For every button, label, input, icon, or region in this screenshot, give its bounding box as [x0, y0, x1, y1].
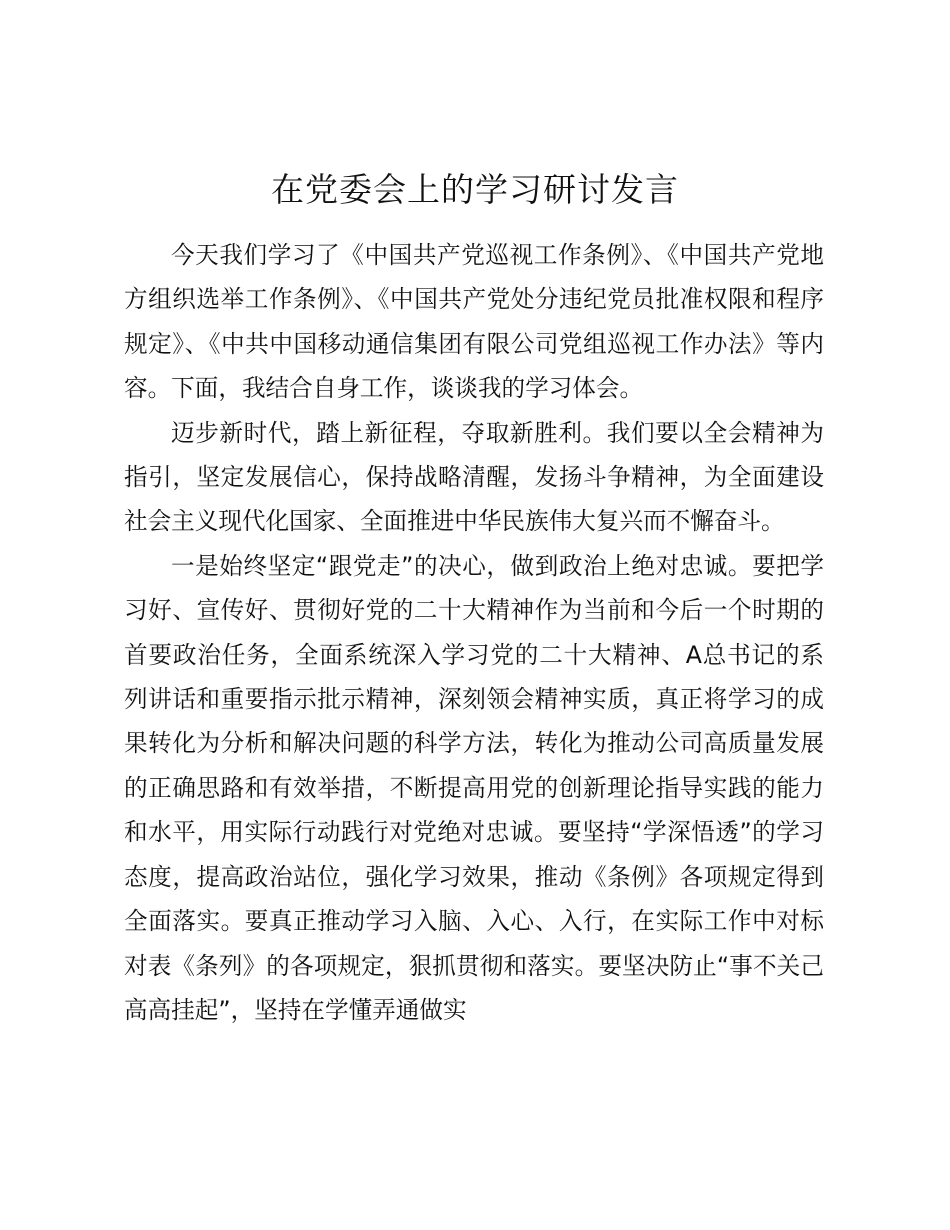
paragraph-new-era: 迈步新时代，踏上新征程，夺取新胜利。我们要以全会精神为指引，坚定发展信心，保持战略清醒，发扬斗争精神，为全面建设社会主义现代化国家、全面推进中华民族伟大复兴而不懈奋斗。 [124, 418, 824, 536]
paragraph-point-one: 一是始终坚定“跟党走”的决心，做到政治上绝对忠诚。要把学习好、宣传好、贯彻好党的二十大精神作为当前和今后一个时期的首要政治任务，全面系统深入学习党的二十大精神、A总书记的系列讲话和重要指示批示精神，深刻领会精神实质，真正将学习的成果转化为分析和解决问题的科学方法，转化为推动公司高质量发展的正确思路和有效举措，不断提高用党的创新理论指导实践的能力和水平，用实际行动践行对党绝对忠诚。要坚持“学深悟透”的学习态度，提高政治站位，强化学习效果，推动《条例》各项规定得到全面落实。要真正推动学习入脑、入心、入行，在实际工作中对标对表《条列》的各项规定，狠抓贯彻和落实。要坚决防止“事不关己高高挂起”，坚持在学懂弄通做实 [124, 551, 824, 1024]
page-title: 在党委会上的学习研讨发言 [271, 170, 679, 209]
document-body [124, 233, 824, 1032]
paragraph-intro: 今天我们学习了《中国共产党巡视工作条例》、《中国共产党地方组织选举工作条例》、《中国共产党处分违纪党员批准权限和程序规定》、《中共中国移动通信集团有限公司党组巡视工作办法》等内容。下面，我结合自身工作，谈谈我的学习体会。 [124, 241, 824, 403]
